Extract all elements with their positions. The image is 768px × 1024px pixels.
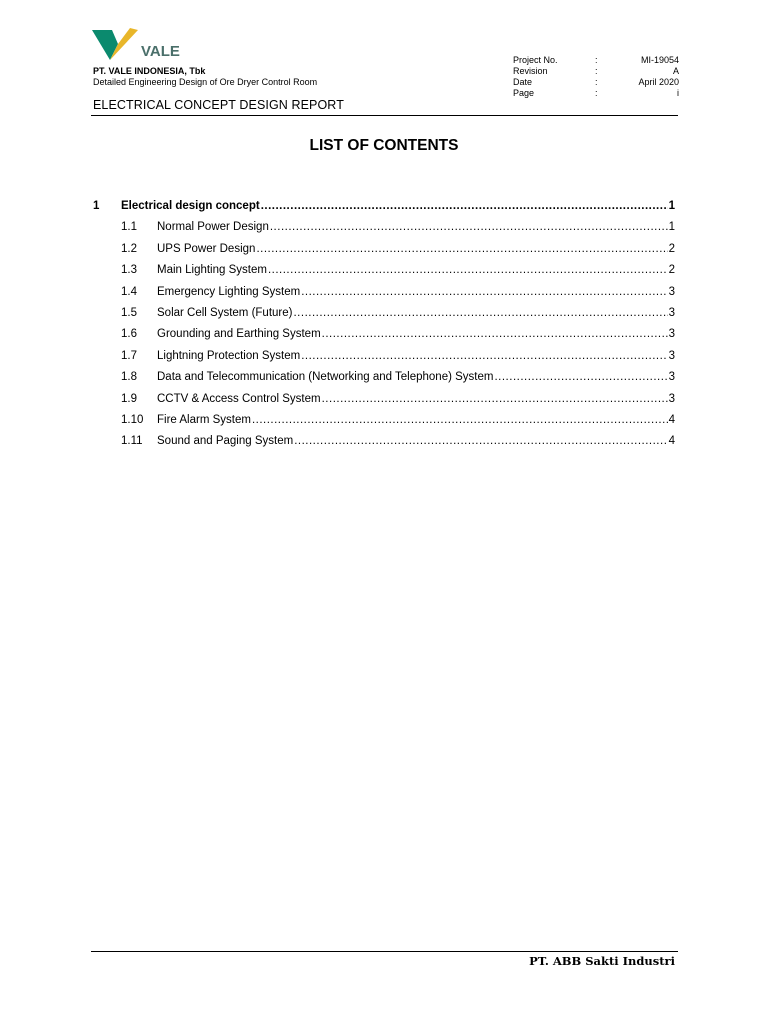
meta-colon: :	[595, 66, 598, 76]
toc-entry-number: 1.7	[121, 349, 137, 362]
meta-value: A	[672, 66, 679, 76]
toc-entry-number: 1.4	[121, 285, 137, 298]
toc-entry-title: Grounding and Earthing System	[157, 328, 321, 341]
toc-entry-number: 1.8	[121, 371, 137, 384]
toc-entry-title: Main Lighting System	[157, 264, 267, 277]
toc-entry-number: 1.9	[121, 392, 137, 405]
toc-entry-page: 1	[668, 221, 675, 234]
toc-entry-page: 3	[668, 349, 675, 362]
toc-entry-title: Emergency Lighting System	[157, 285, 301, 298]
toc-entry-title: Data and Telecommunication (Networking and Telephone) System	[157, 371, 494, 384]
meta-value: MI-19054	[640, 55, 679, 65]
toc-entry[interactable]	[93, 305, 675, 326]
toc-entry-page: 2	[668, 264, 675, 277]
meta-value: April 2020	[638, 77, 679, 87]
toc-entry-number: 1	[93, 200, 100, 212]
toc-entry[interactable]	[93, 219, 675, 240]
toc-entry-page: 2	[668, 242, 675, 255]
table-of-contents	[93, 198, 675, 455]
toc-entry[interactable]	[93, 241, 675, 262]
toc-leader-dots	[270, 219, 668, 235]
toc-entry-title: Solar Cell System (Future)	[157, 306, 293, 319]
vale-logo	[92, 26, 192, 66]
toc-leader-dots	[301, 348, 667, 364]
logo-text: VALE	[141, 43, 180, 60]
toc-entry-number: 1.11	[121, 435, 143, 448]
toc-leader-dots	[261, 198, 668, 214]
toc-leader-dots	[268, 262, 668, 278]
toc-entry-title: Lightning Protection System	[157, 349, 301, 362]
toc-entry[interactable]	[93, 391, 675, 412]
toc-entry[interactable]	[93, 412, 675, 433]
toc-leader-dots	[256, 241, 667, 257]
footer-company: PT. ABB Sakti Industri	[529, 954, 675, 968]
toc-entry[interactable]	[93, 326, 675, 347]
toc-entry-page: 4	[668, 413, 675, 426]
toc-entry-page: 3	[668, 285, 675, 298]
toc-entry[interactable]	[93, 369, 675, 390]
toc-entry-number: 1.1	[121, 221, 137, 234]
toc-leader-dots	[301, 284, 667, 300]
toc-entry[interactable]	[93, 262, 675, 283]
toc-entry-title: Electrical design concept	[121, 200, 260, 212]
toc-entry-number: 1.3	[121, 264, 137, 277]
meta-value: i	[677, 88, 679, 98]
toc-leader-dots	[322, 326, 668, 342]
meta-label: Date	[513, 77, 533, 87]
meta-row-project-no	[513, 55, 679, 66]
document-meta-table	[513, 55, 679, 99]
project-title: Detailed Engineering Design of Ore Dryer Control Room	[93, 77, 318, 87]
toc-leader-dots	[494, 369, 667, 385]
meta-colon: :	[595, 77, 598, 87]
toc-entry-title: Fire Alarm System	[157, 413, 251, 426]
header-divider	[91, 115, 678, 116]
toc-entry-page: 4	[668, 435, 675, 448]
toc-entry-number: 1.6	[121, 328, 137, 341]
toc-entry-page: 3	[668, 328, 675, 341]
report-title: ELECTRICAL CONCEPT DESIGN REPORT	[93, 98, 344, 112]
meta-row-date	[513, 77, 679, 88]
toc-entry-title: UPS Power Design	[157, 242, 256, 255]
toc-entry-number: 1.2	[121, 242, 137, 255]
toc-entry-title: Sound and Paging System	[157, 435, 294, 448]
toc-entry-number: 1.5	[121, 306, 137, 319]
footer-divider	[91, 951, 678, 952]
toc-entry-page: 3	[668, 371, 675, 384]
toc-entry[interactable]	[93, 433, 675, 454]
meta-row-page	[513, 88, 679, 99]
meta-label: Project No.	[513, 55, 558, 65]
company-name: PT. VALE INDONESIA, Tbk	[93, 66, 206, 76]
toc-heading: LIST OF CONTENTS	[309, 137, 459, 154]
toc-entry[interactable]	[93, 284, 675, 305]
meta-label: Page	[513, 88, 535, 98]
toc-entry[interactable]	[93, 198, 675, 219]
meta-colon: :	[595, 55, 598, 65]
toc-leader-dots	[322, 391, 668, 407]
toc-leader-dots	[252, 412, 668, 428]
meta-row-revision	[513, 66, 679, 77]
meta-label: Revision	[513, 66, 548, 76]
meta-colon: :	[595, 88, 598, 98]
toc-entry-title: Normal Power Design	[157, 221, 269, 234]
toc-leader-dots	[294, 433, 667, 449]
toc-entry-page: 1	[668, 200, 675, 212]
toc-entry-page: 3	[668, 392, 675, 405]
toc-entry-title: CCTV & Access Control System	[157, 392, 321, 405]
toc-entry[interactable]	[93, 348, 675, 369]
toc-entry-page: 3	[668, 306, 675, 319]
toc-entry-number: 1.10	[121, 413, 144, 426]
toc-leader-dots	[293, 305, 667, 321]
